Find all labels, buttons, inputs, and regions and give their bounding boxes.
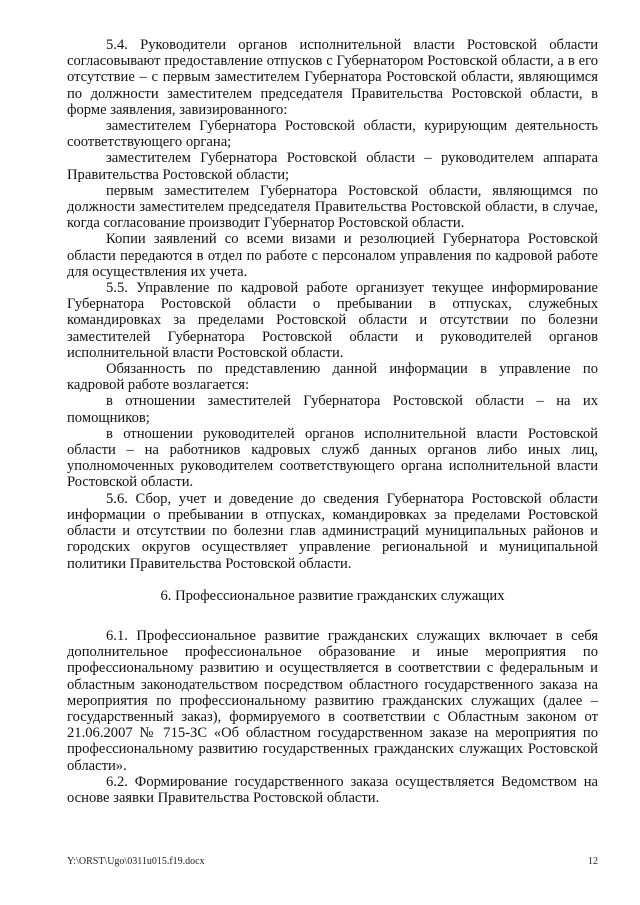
paragraph-obligation: Обязанность по представлению данной информации в управление по кадровой работе возлагается:: [67, 361, 598, 394]
footer-file-path: Y:\ORST\Ugo\0311u015.f19.docx: [67, 856, 205, 867]
paragraph-6-2: 6.2. Формирование государственного заказа осуществляется Ведомством на основе заявки Правительства Ростовской области.: [67, 773, 598, 806]
paragraph-5-5: 5.5. Управление по кадровой работе организует текущее информирование Губернатора Ростовской области о пребывании в отпусках, служебных командировках за пределами Ростовской области и отсутствии по болезни заместителей Губернатора Ростовской области и руководителей органов исполнительной власти Ростовской области.: [67, 280, 598, 361]
paragraph-copies: Копии заявлений со всеми визами и резолюцией Губернатора Ростовской области передаются в отдел по работе с персоналом управления по кадровой работе для осуществления их учета.: [67, 231, 598, 280]
section-heading: 6. Профессиональное развитие гражданских служащих: [160, 587, 505, 604]
document-page: [67, 37, 598, 806]
paragraph-deputies-assistants: в отношении заместителей Губернатора Ростовской области – на их помощников;: [67, 393, 598, 426]
page-number: 12: [588, 856, 598, 867]
paragraph-6-1: 6.1. Профессиональное развитие гражданских служащих включает в себя дополнительное профессиональное образование и иные мероприятия по профессиональному развитию и осуществляется в соответствии с федеральным и областным законодательством посредством областного государственного заказа на мероприятия по профессиональному развитию гражданских служащих (далее – государственный заказ), формируемого в соответствии с Областным законом от 21.06.2007 № 715-ЗС «Об областном государственном заказе на мероприятия по профессиональному развитию государственных гражданских служащих Ростовской области».: [67, 627, 598, 774]
paragraph-5-6: 5.6. Сбор, учет и доведение до сведения Губернатора Ростовской области информации о пребывании в отпусках, командировках за пределами Ростовской области и отсутствии по болезни глав администраций муниципальных районов и городских округов осуществляет управление региональной и муниципальной политики Правительства Ростовской области.: [67, 490, 598, 572]
paragraph-approver-first-deputy: первым заместителем Губернатора Ростовской области, являющимся по должности заместителем председателя Правительства Ростовской области, в случае, когда согласование производит Губернатор Ростовской области.: [67, 182, 598, 232]
paragraph-heads-hr: в отношении руководителей органов исполнительной власти Ростовской области – на работников кадровых служб данных органов либо иных лиц, уполномоченных руководителем соответствующего органа исполнительной власти Ростовской области.: [67, 425, 598, 491]
paragraph-approver-curator: заместителем Губернатора Ростовской области, курирующим деятельность соответствующего органа;: [67, 118, 598, 151]
paragraph-5-4: 5.4. Руководители органов исполнительной власти Ростовской области согласовывают предоставление отпусков с Губернатором Ростовской области, а в его отсутствие – с первым заместителем Губернатора Ростовской области, являющимся по должности заместителем председателя Правительства Ростовской области, в форме заявления, завизированного:: [67, 37, 598, 118]
paragraph-approver-apparatus: заместителем Губернатора Ростовской области – руководителем аппарата Правительства Ростовской области;: [67, 150, 598, 183]
